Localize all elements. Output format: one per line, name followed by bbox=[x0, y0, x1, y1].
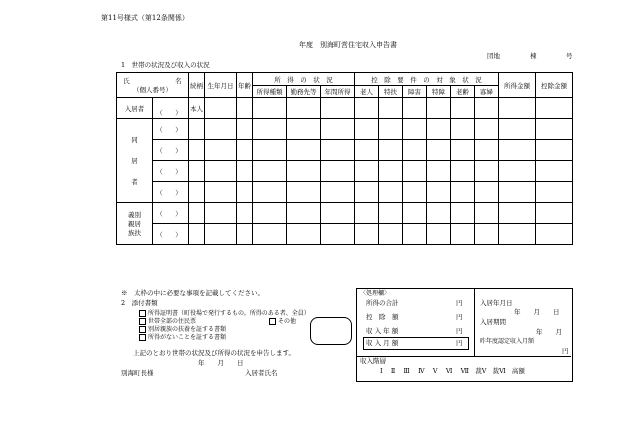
form-number: 第11号様式（第12条関係） bbox=[101, 14, 189, 22]
form-title: 年度 別海町営住宅収入申告書 bbox=[299, 41, 397, 49]
table-row bbox=[117, 98, 573, 108]
aged-header: 老齢 bbox=[451, 86, 475, 98]
table-row bbox=[117, 161, 573, 182]
elderly-header: 老人 bbox=[355, 86, 379, 98]
go-label: 号 bbox=[566, 52, 573, 60]
other-bracket[interactable] bbox=[310, 317, 352, 345]
deduction-header: 控 除 要 件 の 対 象 状 況 bbox=[355, 73, 499, 86]
special-header: 特扶 bbox=[379, 86, 403, 98]
name-header: 氏 名 （個人番号） bbox=[117, 73, 189, 98]
workplace-header: 勤務先等 bbox=[287, 86, 321, 98]
bracket-item[interactable]: Ⅰ bbox=[380, 367, 383, 375]
stay-period-ym: 年 月 bbox=[536, 328, 562, 336]
tenant-label: 入居者 bbox=[117, 98, 153, 119]
processing-row: 収 入 年 額 bbox=[366, 327, 399, 335]
bracket-item[interactable]: Ⅴ bbox=[432, 367, 438, 375]
income-status-header: 所 得 の 状 況 bbox=[253, 73, 355, 86]
birth-header: 生年月日 bbox=[205, 73, 237, 98]
age-header: 年齢 bbox=[237, 73, 253, 98]
bracket-item[interactable]: Ⅱ bbox=[390, 367, 396, 375]
number-paren: （ ） bbox=[153, 140, 189, 161]
attach-title: 2 添付書類 bbox=[121, 299, 158, 307]
processing-row: 収 入 月 額 bbox=[366, 339, 399, 347]
declare-date: 年 月 日 bbox=[198, 359, 244, 367]
bracket-item[interactable]: Ⅲ bbox=[403, 367, 410, 375]
annual-income-header: 年間所得 bbox=[321, 86, 355, 98]
disabled-header: 障害 bbox=[403, 86, 427, 98]
stay-period-label: 入居期間 bbox=[480, 318, 506, 326]
attach-item: 別居親族の扶養を証する書類 bbox=[139, 326, 226, 333]
income-kind-header: 所得種類 bbox=[253, 86, 287, 98]
widow-header: 寡婦 bbox=[475, 86, 499, 98]
cohabitant-label: 同 居 者 bbox=[117, 119, 153, 203]
table-row bbox=[117, 182, 573, 203]
yen-label: 円 bbox=[456, 299, 463, 307]
checkbox[interactable] bbox=[139, 310, 146, 317]
table-row bbox=[117, 224, 573, 245]
total-income-header: 所得金額 bbox=[499, 73, 536, 98]
yen-label: 円 bbox=[562, 347, 569, 355]
number-paren: （ ） bbox=[153, 224, 189, 245]
bracket-item[interactable]: 高額 bbox=[511, 367, 525, 375]
declare-text: 上記のとおり世帯の状況及び所得の状況を申告します。 bbox=[133, 349, 295, 357]
danchi-label: 団地 bbox=[487, 52, 500, 60]
number-paren: （ ） bbox=[153, 161, 189, 182]
divider bbox=[474, 288, 475, 356]
household-table bbox=[116, 72, 573, 245]
bracket-item[interactable]: 裁Ⅵ bbox=[492, 367, 506, 375]
number-paren: （ ） bbox=[153, 203, 189, 224]
yen-label: 円 bbox=[456, 313, 463, 321]
table-row bbox=[117, 203, 573, 224]
relation-header: 続柄 bbox=[189, 73, 205, 98]
bracket-item[interactable]: Ⅳ bbox=[418, 367, 425, 375]
bracket-item[interactable]: Ⅶ bbox=[460, 367, 470, 375]
processing-row: 控 除 額 bbox=[366, 313, 399, 321]
special-disabled-header: 特障 bbox=[427, 86, 451, 98]
section1-title: 1 世帯の状況及び収入の状況 bbox=[121, 61, 210, 69]
move-in-label: 入居年月日 bbox=[480, 299, 513, 307]
mayor-label: 別海町長様 bbox=[121, 369, 154, 377]
tenant-name-label: 入居者氏名 bbox=[245, 369, 278, 377]
approved-label: 昨年度認定収入月額 bbox=[480, 338, 535, 345]
deduction-amount-header: 控除金額 bbox=[536, 73, 573, 98]
yen-label: 円 bbox=[456, 327, 463, 335]
processing-row: 所得の合計 bbox=[366, 299, 399, 307]
bracket-label: 収入階層 bbox=[360, 357, 386, 365]
checkbox[interactable] bbox=[269, 318, 276, 325]
dependent-label: 義別 親居 族扶 bbox=[117, 203, 153, 245]
processing-title: 〈処理欄〉 bbox=[360, 290, 391, 297]
divider bbox=[356, 356, 571, 357]
table-row bbox=[117, 140, 573, 161]
attach-item: 所得がないことを証する書類 bbox=[139, 334, 226, 341]
move-in-ymd: 年 月 日 bbox=[514, 308, 560, 316]
number-paren: （ ） bbox=[153, 182, 189, 203]
to-label: 棟 bbox=[530, 52, 537, 60]
bracket-item[interactable]: Ⅵ bbox=[445, 367, 453, 375]
checkbox[interactable] bbox=[139, 318, 146, 325]
number-paren: （ ） bbox=[153, 119, 189, 140]
checkbox[interactable] bbox=[139, 326, 146, 333]
checkbox[interactable] bbox=[139, 334, 146, 341]
attach-other: その他 bbox=[269, 318, 296, 325]
bracket-list bbox=[380, 368, 525, 375]
bracket-item[interactable]: 裁Ⅴ bbox=[475, 367, 487, 375]
table-row bbox=[117, 119, 573, 140]
attach-item: 世帯全部の住民票 bbox=[139, 318, 196, 325]
attach-item: 所得証明書（町役場で発行するもの。所得のある者、全員） bbox=[139, 310, 310, 317]
self-label: 本人 bbox=[189, 98, 205, 119]
yen-label: 円 bbox=[456, 339, 463, 347]
number-paren: （ ） bbox=[153, 108, 189, 119]
note-star: ※ 太枠の中に必要な事項を記載してください。 bbox=[121, 289, 264, 297]
